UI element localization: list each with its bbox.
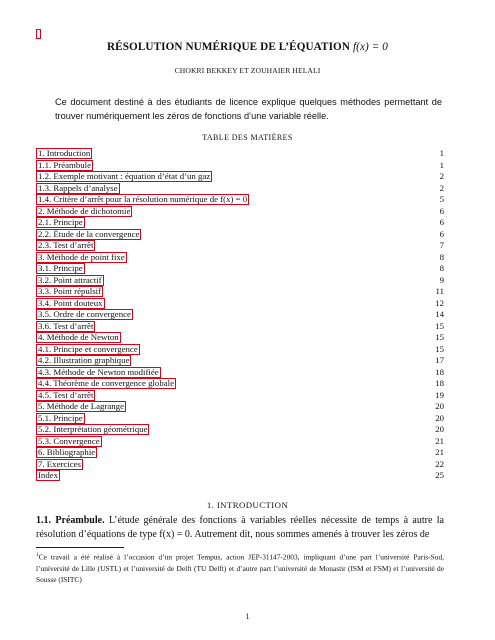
toc-page-number: 17 bbox=[435, 355, 444, 365]
toc-link[interactable]: 2. Méthode de dichotomie bbox=[38, 205, 131, 216]
toc-page-number: 18 bbox=[435, 378, 444, 388]
toc-link[interactable]: 1.1. Préambule bbox=[38, 159, 92, 170]
toc-link[interactable]: 2.3. Test d’arrêt bbox=[38, 240, 94, 250]
toc-page-number: 15 bbox=[435, 320, 444, 331]
toc-entry bbox=[36, 401, 444, 413]
toc-page-number: 6 bbox=[439, 217, 444, 227]
toc-entry bbox=[36, 148, 444, 160]
toc-link[interactable]: 3.1. Principe bbox=[38, 263, 83, 273]
toc-link[interactable]: 5. Méthode de Lagrange bbox=[38, 401, 124, 411]
toc-link[interactable]: 2.1. Principe bbox=[38, 217, 83, 227]
toc-link[interactable]: 5.3. Convergence bbox=[38, 435, 100, 446]
toc-link[interactable]: 3.5. Ordre de convergence bbox=[38, 309, 131, 319]
toc-page-number: 20 bbox=[435, 401, 444, 411]
toc-page-number: 11 bbox=[435, 286, 444, 296]
toc-entry bbox=[36, 263, 444, 275]
footnote bbox=[36, 550, 444, 585]
table-of-contents bbox=[36, 148, 444, 482]
toc-entry bbox=[36, 390, 444, 402]
toc-link[interactable]: 3. Méthode de point fixe bbox=[38, 251, 125, 262]
toc-link[interactable]: 3.6. Test d’arrêt bbox=[38, 320, 94, 331]
toc-entry bbox=[36, 217, 444, 229]
toc-page-number: 6 bbox=[439, 228, 444, 239]
toc-page-number: 7 bbox=[439, 240, 444, 250]
toc-page-number: 1 bbox=[439, 148, 444, 158]
title-equation: f(x) = 0 bbox=[352, 41, 388, 53]
toc-page-number: 15 bbox=[435, 332, 444, 342]
toc-link[interactable]: 4.5. Test d’arrêt bbox=[38, 389, 94, 400]
authors: CHOKRI BEKKEY ET ZOUHAIER HELALI bbox=[174, 66, 321, 75]
toc-entry bbox=[36, 229, 444, 241]
toc-link[interactable]: 3.3. Point répulsif bbox=[38, 286, 102, 296]
toc-entry bbox=[36, 332, 444, 344]
toc-link[interactable]: 1.3. Rappels d’analyse bbox=[38, 182, 118, 193]
toc-page-number: 20 bbox=[435, 424, 444, 434]
toc-link[interactable]: 5.1. Principe bbox=[38, 412, 83, 423]
paragraph-lead: 1.1. Préambule. bbox=[36, 515, 105, 526]
toc-entry bbox=[36, 206, 444, 218]
toc-entry bbox=[36, 321, 444, 333]
toc-link[interactable]: 4.2. Illustration graphique bbox=[38, 355, 130, 365]
footnote-link-marker[interactable] bbox=[36, 29, 41, 39]
toc-entry bbox=[36, 378, 444, 390]
toc-page-number: 21 bbox=[435, 435, 444, 446]
toc-link[interactable]: 7. Exercices bbox=[38, 458, 81, 469]
toc-page-number: 8 bbox=[439, 263, 444, 273]
toc-page-number: 14 bbox=[435, 309, 444, 319]
section-heading: 1. INTRODUCTION bbox=[206, 500, 289, 510]
toc-entry bbox=[36, 436, 444, 448]
toc-entry bbox=[36, 160, 444, 172]
toc-entry bbox=[36, 240, 444, 252]
toc-page-number: 22 bbox=[435, 458, 444, 469]
toc-page-number: 20 bbox=[435, 412, 444, 423]
document-title bbox=[0, 41, 495, 53]
footnote-rule bbox=[36, 547, 124, 548]
toc-page-number: 12 bbox=[435, 297, 444, 308]
toc-page-number: 9 bbox=[439, 274, 444, 285]
toc-entry bbox=[36, 286, 444, 298]
abstract: Ce document destiné à des étudiants de licence explique quelques méthodes permettant de trouver numériquement les zéros de fonctions d’une variable réelle. bbox=[55, 97, 442, 121]
toc-link[interactable]: 6. Bibliographie bbox=[38, 447, 96, 457]
toc-entry bbox=[36, 355, 444, 367]
toc-entry bbox=[36, 309, 444, 321]
toc-entry bbox=[36, 298, 444, 310]
toc-link[interactable]: 4. Méthode de Newton bbox=[38, 332, 119, 342]
toc-link[interactable]: Index bbox=[38, 470, 59, 480]
toc-link[interactable]: 5.2. Interprétation géométrique bbox=[38, 424, 148, 434]
toc-page-number: 21 bbox=[435, 447, 444, 457]
toc-link[interactable]: 4.4. Théorème de convergence globale bbox=[38, 378, 174, 388]
toc-entry bbox=[36, 424, 444, 436]
footnote-text: Ce travail a été réalisé à l’occasion d’un projet Tempus, action JEP-31147-2003, impliquant d’une part l’université Paris-Sud, l’université de Lille (USTL) et l’université de Delft (TU Delft) et d’autre part l’université de Monastir (ISM et FSM) et l’université de Sousse (ISITC) bbox=[36, 552, 444, 584]
toc-page-number: 19 bbox=[435, 389, 444, 400]
page-number: 1 bbox=[245, 612, 250, 621]
toc-entry bbox=[36, 367, 444, 379]
toc-link[interactable]: 1. Introduction bbox=[38, 148, 91, 158]
toc-entry bbox=[36, 183, 444, 195]
toc-page-number: 8 bbox=[439, 251, 444, 262]
footnote-mark: 1 bbox=[36, 552, 39, 558]
intro-paragraph bbox=[36, 514, 444, 541]
toc-entry bbox=[36, 275, 444, 287]
toc-page-number: 1 bbox=[439, 159, 444, 170]
toc-link[interactable]: 4.1. Principe et convergence bbox=[38, 343, 138, 354]
toc-page-number: 15 bbox=[435, 343, 444, 354]
toc-entry bbox=[36, 171, 444, 183]
toc-page-number: 2 bbox=[439, 171, 444, 181]
toc-page-number: 5 bbox=[439, 194, 444, 204]
toc-page-number: 18 bbox=[435, 366, 444, 377]
toc-title: TABLE DES MATIÈRES bbox=[202, 133, 293, 142]
toc-page-number: 25 bbox=[435, 470, 444, 480]
toc-entry bbox=[36, 413, 444, 425]
toc-link[interactable]: 2.2. Étude de la convergence bbox=[38, 228, 140, 239]
paragraph-body: L’étude générale des fonctions à variables réelles nécessite de temps à autre la résolution d’équations de type f(x) = 0. Autrement dit, nous sommes amenés à trouver les zéros de bbox=[36, 515, 444, 540]
toc-link[interactable]: 3.4. Point douteux bbox=[38, 297, 103, 308]
title-text: RÉSOLUTION NUMÉRIQUE DE L’ÉQUATION bbox=[106, 41, 351, 53]
toc-link[interactable]: 1.4. Critère d’arrêt pour la résolution numérique de f(x) = 0 bbox=[38, 194, 248, 204]
toc-page-number: 2 bbox=[439, 182, 444, 193]
toc-entry bbox=[36, 447, 444, 459]
toc-page-number: 6 bbox=[439, 205, 444, 216]
toc-entry bbox=[36, 344, 444, 356]
toc-entry bbox=[36, 252, 444, 264]
toc-entry bbox=[36, 459, 444, 471]
toc-link[interactable]: 3.2. Point attractif bbox=[38, 274, 102, 285]
toc-link[interactable]: 4.3. Méthode de Newton modifiée bbox=[38, 366, 159, 377]
toc-entry bbox=[36, 194, 444, 206]
toc-entry bbox=[36, 470, 444, 482]
toc-link[interactable]: 1.2. Exemple motivant : équation d’état d’un gaz bbox=[38, 171, 211, 181]
